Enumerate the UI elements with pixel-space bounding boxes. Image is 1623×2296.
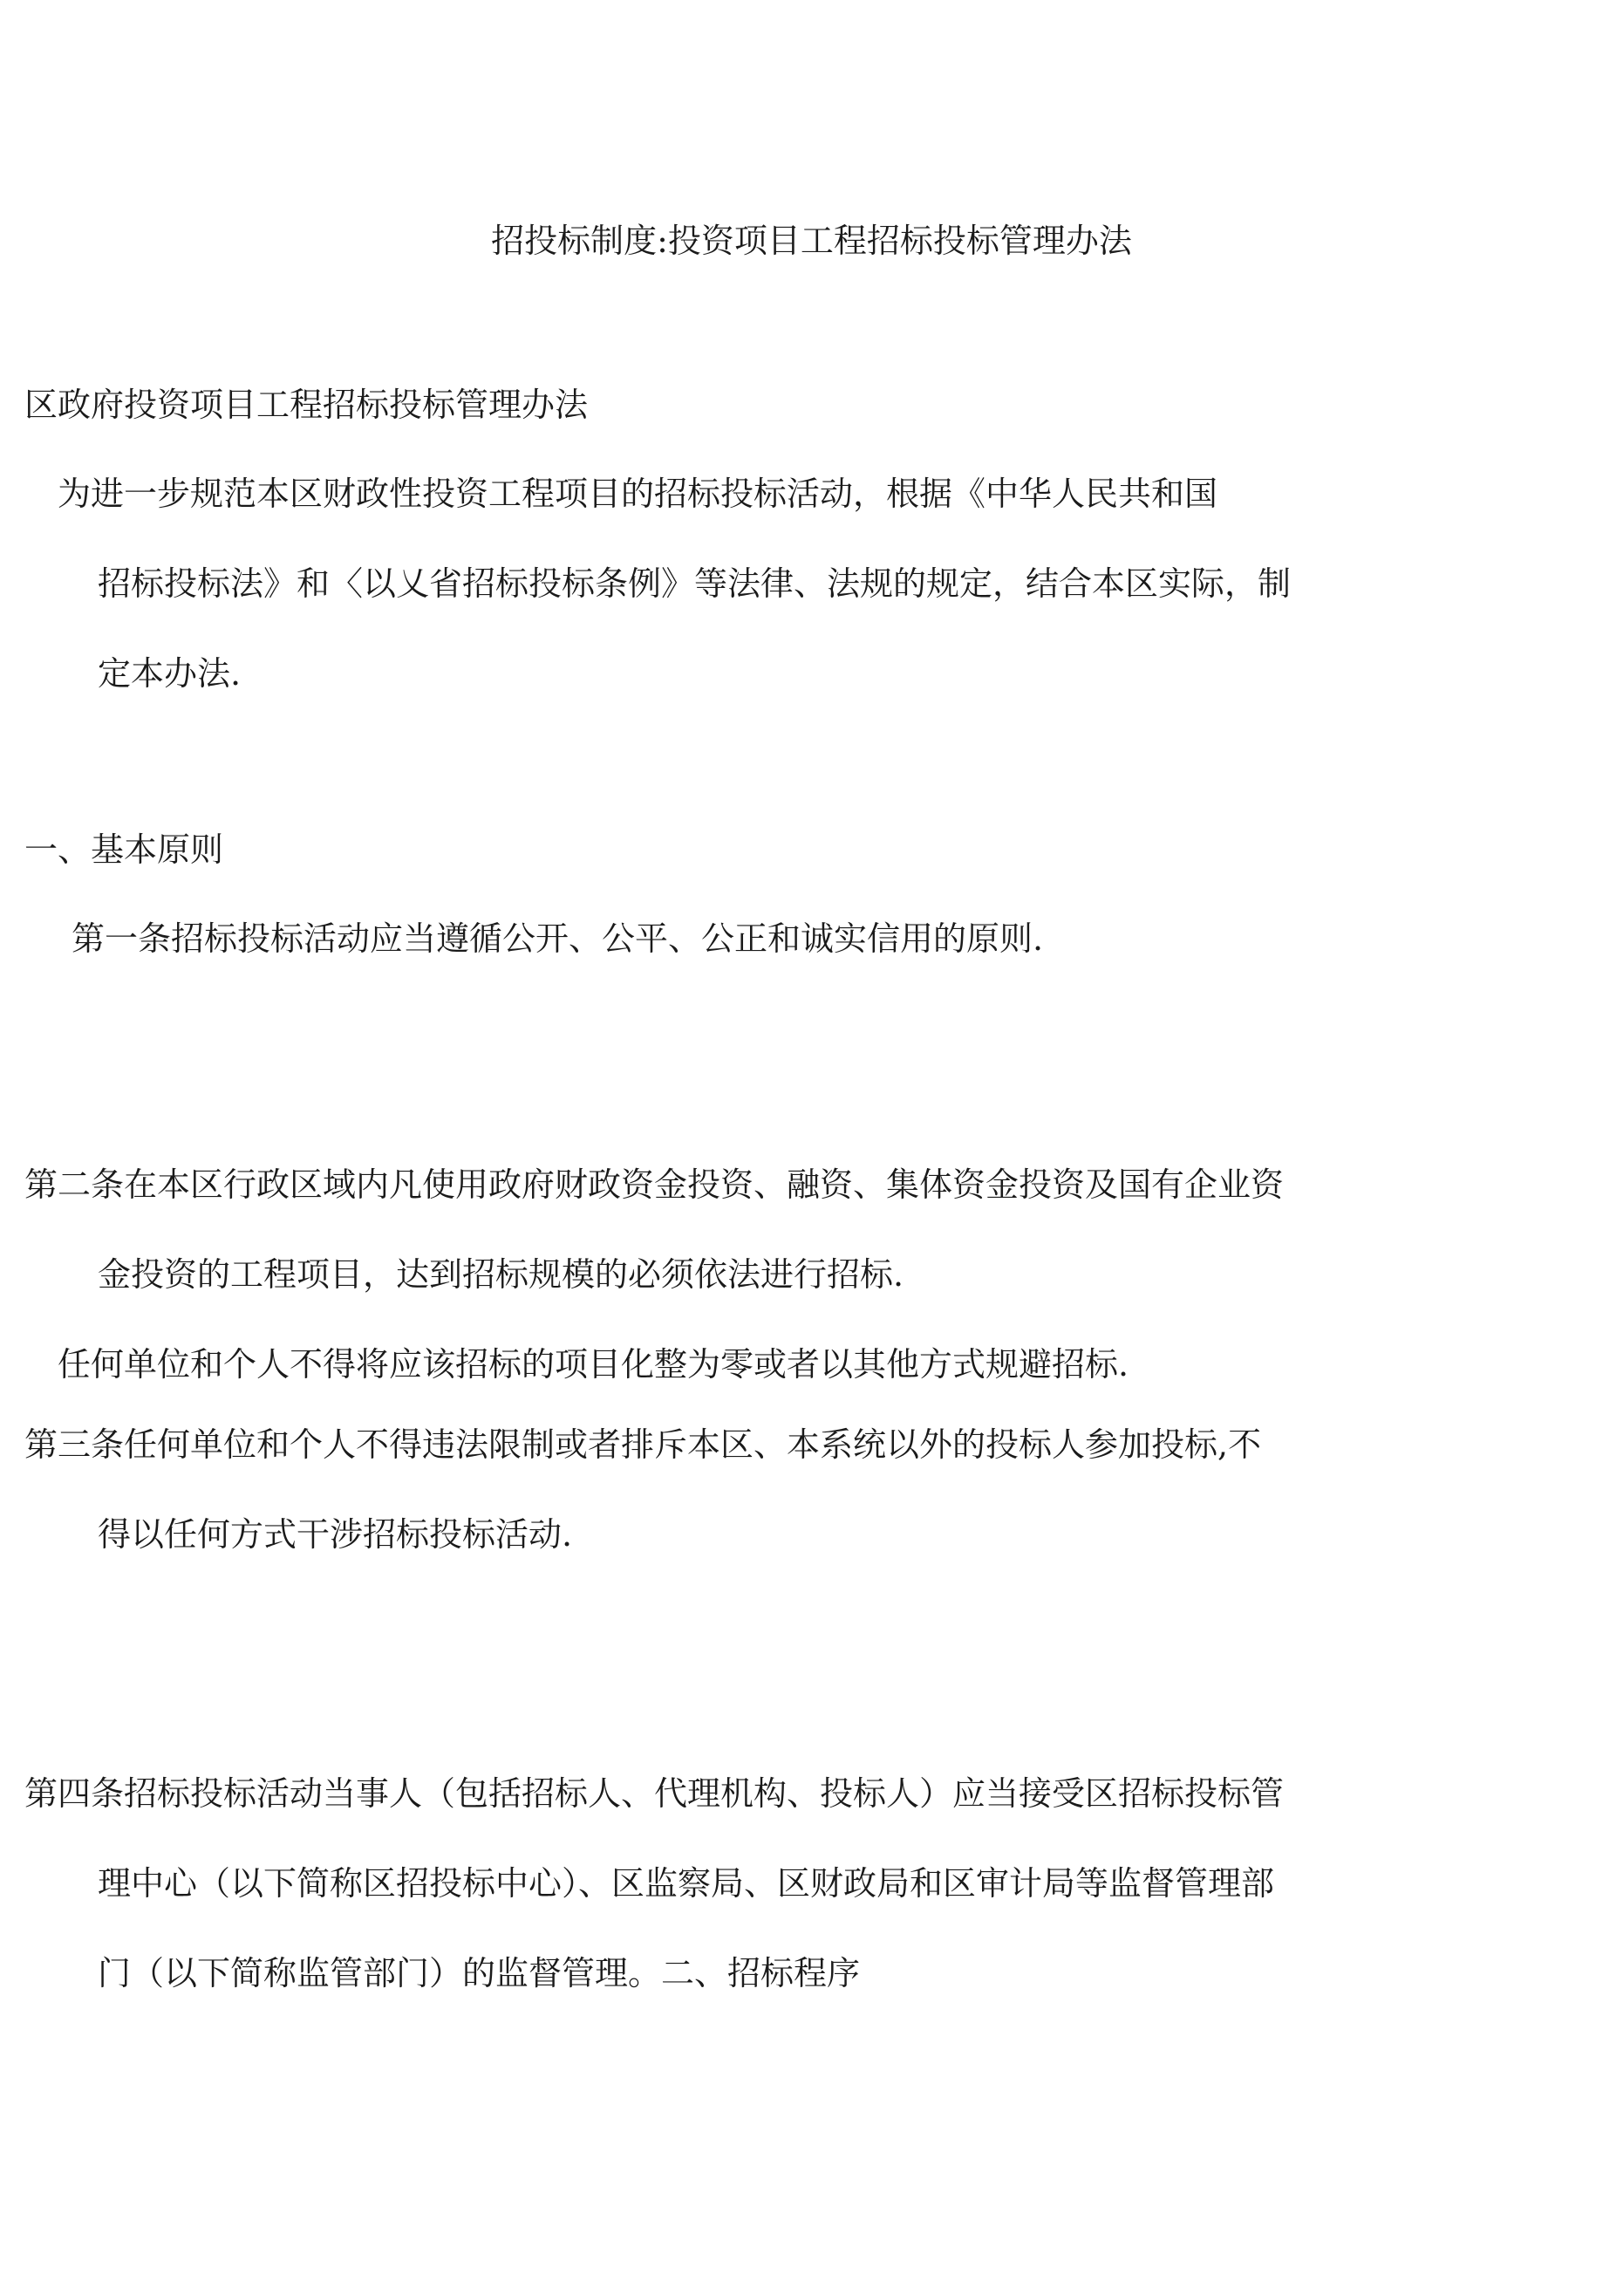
article-4-line-1: 第四条招标投标活动当事人（包括招标人、代理机构、投标人）应当接受区招标投标管 [24, 1774, 1285, 1813]
article-4-line-3: 门（以下简称监管部门）的监督管理。二、招标程序 [98, 1954, 861, 1992]
article-2-line-3: 任何单位和个人不得将应该招标的项目化整为零或者以其他方式规避招标. [58, 1345, 1129, 1384]
article-2-line-1: 第二条在本区行政区域内凡使用政府财政资金投资、融资、集体资金投资及国有企业资 [24, 1165, 1285, 1204]
preamble-line-1: 为进一步规范本区财政性投资工程项目的招标投标活动，根据《中华人民共和国 [58, 475, 1218, 513]
article-3-line-1: 第三条任何单位和个人不得违法限制或者排斥本区、本系统以外的投标人参加投标,不 [24, 1425, 1262, 1464]
article-2-line-2: 金投资的工程项目，达到招标规模的必须依法进行招标. [98, 1255, 904, 1294]
preamble-line-2: 招标投标法》和〈以乂省招标投标条例》等法律、法规的规定，结合本区实际，制 [98, 564, 1292, 603]
article-3-line-2: 得以任何方式干涉招标投标活动. [98, 1515, 573, 1554]
article-1: 第一条招标投标活动应当遵循公开、公平、公正和诚实信用的原则. [72, 919, 1044, 958]
article-4-line-2: 理中心（以下简称区招投标中心）、区监察局、区财政局和区审计局等监督管理部 [98, 1864, 1275, 1903]
preamble-line-3: 定本办法. [98, 654, 242, 693]
document-title: 招投标制度:投资项目工程招标投标管理办法 [491, 222, 1132, 260]
section-heading-basic-principles: 一、基本原则 [24, 830, 224, 869]
document-heading: 区政府投资项目工程招标投标管理办法 [24, 386, 589, 424]
